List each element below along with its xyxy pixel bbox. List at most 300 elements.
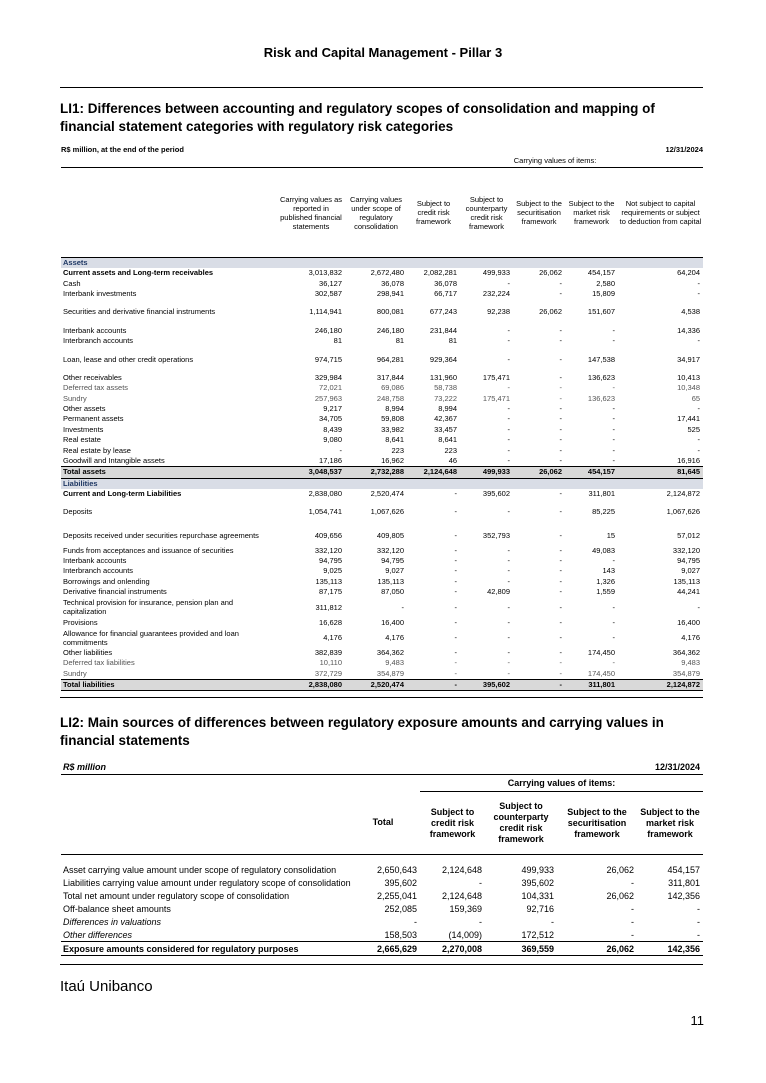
li1-column-header-row [61,168,703,258]
li1-cell: 69,086 [381,383,405,393]
li2-cell: 395,602 [384,877,417,888]
li1-table-row [61,354,703,364]
li1-cell: 85,225 [592,507,616,517]
li1-cell: 81 [448,336,458,346]
li1-table-row [61,404,703,414]
li1-cell: 2,082,281 [423,268,458,278]
li1-cell: - [454,617,458,627]
li1-cell: - [507,404,511,414]
li1-cell: - [559,372,563,382]
li2-cell: 252,085 [384,903,417,914]
li2-cell: 104,331 [521,890,555,901]
li2-unit-label: R$ million [61,760,557,775]
li1-cell: 1,067,626 [370,507,405,517]
li1-cell: - [559,602,563,612]
li2-group-header: Carrying values of items: [420,775,703,792]
footer-brand: Itaú Unibanco [60,978,153,995]
li1-cell: 964,281 [376,354,405,364]
li1-cell: - [507,414,511,424]
li1-cell: 302,587 [314,288,342,298]
li1-row-label: Other assets [63,404,106,414]
li2-date-label: 12/31/2024 [557,760,703,775]
li1-cell: 974,715 [314,354,342,364]
li1-cell: 136,623 [587,393,616,403]
li1-table-row [61,669,703,680]
li1-cell: 8,994 [438,404,458,414]
li2-cell: 92,716 [526,903,555,914]
li1-row-label: Deferred tax assets [63,383,129,393]
li1-unit-label: R$ million, at the end of the period [61,145,184,154]
li1-cell: - [612,658,616,668]
footer-rule [60,964,703,965]
li1-section-label: Assets [61,258,703,269]
li2-table-row [61,928,703,942]
li2-total-cell: 2,665,629 [346,942,420,956]
li1-cell: 677,243 [429,307,458,317]
li1-row-label: Real estate [63,435,101,445]
li2-title: LI2: Main sources of differences between regulatory exposure amounts and carrying values in financial statements [60,715,664,748]
li1-total-cell: 2,838,080 [277,679,345,690]
li1-cell: 2,124,872 [666,488,701,498]
li1-row-label: Sundry [63,668,87,678]
li1-spacer-row [61,499,703,507]
li1-cell: - [454,507,458,517]
li2-total-label: Exposure amounts considered for regulatory purposes [61,942,346,956]
li1-column-header: Subject to counterparty credit risk framework [465,194,508,231]
li2-column-header: Subject to the securitisation framework [557,792,637,855]
li1-cell: 135,113 [377,576,405,586]
li1-cell: - [559,668,563,678]
li2-table-row [61,863,703,876]
li1-total-cell: 3,048,537 [277,467,345,478]
li1-row-label: Investments [63,424,104,434]
li1-cell: 81 [333,336,342,346]
li1-cell: 34,917 [677,354,701,364]
li1-row-label: Other liabilities [63,647,113,657]
li1-cell: - [507,336,511,346]
li1-cell: - [507,668,511,678]
li1-cell: 1,054,741 [308,507,342,517]
li1-cell: 94,795 [677,556,701,565]
li2-cell: 26,062 [606,890,635,901]
li1-row-label: Goodwill and Intangible assets [63,456,165,466]
li1-spacer-row [61,299,703,307]
li1-cell: - [507,633,511,643]
li2-cell: 2,650,643 [376,864,417,875]
li1-cell: - [454,566,458,576]
li1-spacer-row [61,346,703,354]
li1-cell: 15 [606,530,616,540]
li1-total-cell: - [407,679,460,690]
li1-cell: 246,180 [376,325,405,335]
li1-cell: - [454,633,458,643]
li1-cell: 147,538 [587,354,616,364]
li1-cell: 36,078 [434,278,458,288]
li1-title: LI1: Differences between accounting and regulatory scopes of consolidation and mapping of financial statement categories with regulatory risk categories [60,101,655,134]
li1-cell: - [507,278,511,288]
li2-cell: 172,512 [521,929,555,940]
li1-cell: 395,602 [482,488,511,498]
li1-cell: 16,962 [381,456,405,466]
li1-table-row [61,525,703,545]
li1-cell: 65 [691,393,701,403]
li2-cell: 2,124,648 [441,890,482,901]
li1-table [61,155,703,691]
li1-row-label: Interbranch accounts [63,336,134,346]
li1-cell: - [507,507,511,517]
li2-total-cell: 142,356 [637,942,703,956]
li1-cell: 81 [395,336,405,346]
li1-cell: - [697,404,701,414]
li1-cell: 92,238 [487,307,511,317]
li1-cell: 409,656 [314,530,342,540]
li1-cell: 57,012 [677,530,701,540]
li2-cell: 395,602 [521,877,555,888]
li1-cell: 15,809 [592,288,616,298]
li1-cell: - [507,435,511,445]
li1-cell: 231,844 [429,325,458,335]
li1-cell: 33,982 [381,424,405,434]
li1-cell: 364,362 [672,647,701,657]
li1-cell: 17,441 [677,414,701,424]
li1-cell: - [559,647,563,657]
li1-cell: - [612,424,616,434]
li2-group-header-row [61,775,703,792]
li1-cell: 151,607 [587,307,616,317]
li1-table-row [61,435,703,445]
li1-table-row [61,556,703,566]
li1-total-cell: 26,062 [513,467,565,478]
li1-cell: - [559,658,563,668]
li1-table-row [61,268,703,278]
li2-table [61,760,703,956]
li1-row-label: Derivative financial instruments [63,587,167,597]
li1-cell: 46 [448,456,458,466]
li1-row-label: Deposits [63,507,93,517]
li1-total-row [61,467,703,478]
li1-cell: 135,113 [673,576,701,586]
li1-cell: - [507,354,511,364]
li1-total-cell: 2,124,648 [407,467,460,478]
li1-table-row [61,566,703,576]
li1-table-row [61,617,703,627]
li1-cell: - [697,288,701,298]
li1-spacer-row [61,318,703,326]
page-number: 11 [690,1013,704,1028]
li2-row-label: Liabilities carrying value amount under regulatory scope of consolidation [63,877,351,888]
li1-cell: 2,672,480 [370,268,405,278]
li1-cell: 3,013,832 [308,268,342,278]
li1-cell: 34,705 [319,414,342,424]
li1-total-cell: 2,732,288 [345,467,407,478]
li1-cell: 223 [444,445,458,455]
li1-row-label: Deposits received under securities repurchase agreements [63,530,259,540]
li1-total-cell: - [513,679,565,690]
li1-column-header: Subject to the market risk framework [568,199,615,226]
li1-cell: 1,067,626 [666,507,701,517]
li1-cell: 10,348 [677,383,701,393]
li2-cell: - [631,903,635,914]
li1-table-row [61,507,703,517]
li1-row-label: Interbank accounts [63,325,127,335]
li2-cell: 2,124,648 [441,864,482,875]
li2-table-row [61,876,703,889]
li1-row-label: Allowance for financial guarantees provided and loan commitments [63,628,239,647]
li1-row-label: Borrowings and onlending [63,576,150,586]
li1-table-row [61,658,703,668]
li1-cell: 33,457 [434,424,458,434]
li1-cell: 332,120 [376,545,405,555]
li1-cell: 36,127 [319,278,342,288]
li1-cell: - [612,633,616,643]
li1-row-label: Funds from acceptances and issuance of securities [63,545,234,555]
li1-cell: - [559,354,563,364]
li1-cell: - [454,556,458,565]
li1-cell: 174,450 [587,668,616,678]
li2-column-header: Subject to the market risk framework [637,792,703,855]
li2-total-row [61,942,703,956]
li1-row-label: Technical provision for insurance, pension plan and capitalization [63,598,234,617]
li1-cell: - [559,530,563,540]
li1-cell: - [454,488,458,498]
li2-cell: - [697,903,701,914]
li1-cell: 9,483 [681,658,701,668]
li1-cell: 44,241 [677,587,701,597]
li1-row-label: Current and Long-term Liabilities [63,488,182,498]
li1-table-row [61,394,703,404]
li1-cell: 4,538 [681,307,701,317]
li1-group-header: Carrying values of items: [407,155,703,168]
li1-cell: 26,062 [539,268,563,278]
li1-cell: - [559,445,563,455]
li2-cell: 26,062 [606,864,635,875]
li1-cell: - [454,545,458,555]
li1-column-header: Carrying values as reported in published financial statements [279,194,343,231]
li1-spacer-row [61,365,703,373]
li1-cell: 929,364 [429,354,458,364]
li1-cell: 4,176 [385,633,405,643]
li1-cell: 525 [687,424,701,434]
li2-table-row [61,902,703,915]
li1-row-label: Interbank investments [63,288,137,298]
li1-total-cell: 311,801 [565,679,618,690]
li1-cell: 14,336 [677,325,701,335]
li1-cell: 409,805 [376,530,405,540]
li1-cell: - [612,383,616,393]
li1-cell: 317,844 [376,372,405,382]
li1-cell: - [612,404,616,414]
li1-cell: 9,080 [323,435,342,445]
li1-table-row [61,445,703,455]
li2-cell: - [631,929,635,940]
li1-cell: 135,113 [315,576,342,586]
li1-spacer-row [61,517,703,525]
li1-total-cell: 499,933 [460,467,513,478]
li1-group-header-row [61,155,703,168]
li1-cell: - [559,507,563,517]
li2-row-label: Other differences [63,929,133,940]
li1-date-label: 12/31/2024 [665,145,703,154]
li2-total-cell: 369,559 [485,942,557,956]
li1-cell: - [559,576,563,586]
li1-table-row [61,587,703,597]
page-header-title: Risk and Capital Management - Pillar 3 [263,45,503,60]
li1-cell: 10,413 [677,372,701,382]
li1-cell: - [559,393,563,403]
li1-cell: 354,879 [376,668,405,678]
li1-cell: - [559,404,563,414]
li1-cell: - [559,325,563,335]
li1-cell: - [454,530,458,540]
li1-cell: 16,628 [319,617,342,627]
li1-cell: - [559,456,563,466]
li1-column-header: Not subject to capital requirements or subject to deduction from capital [619,199,702,226]
li1-cell: 58,738 [434,383,458,393]
li1-table-row [61,628,703,648]
li1-cell: 354,879 [672,668,701,678]
li1-total-cell: 2,520,474 [345,679,407,690]
li1-cell: 143 [602,566,616,576]
li2-cell: - [697,929,701,940]
li2-cell: 454,157 [667,864,701,875]
li1-cell: 311,801 [588,488,616,498]
li1-cell: - [559,383,563,393]
li1-cell: - [612,325,616,335]
li1-cell: - [339,445,342,455]
li1-cell: 311,812 [315,602,342,612]
li1-cell: 16,400 [381,617,405,627]
li1-cell: 9,025 [323,566,342,576]
li1-cell: - [507,383,511,393]
li1-row-label: Deferred tax liabilities [63,658,135,668]
li1-cell: 332,120 [672,545,701,555]
li1-total-label: Total assets [61,467,277,478]
li2-table-row [61,889,703,902]
li1-cell: 9,027 [385,566,405,576]
li1-cell: - [507,658,511,668]
li1-row-label: Interbank accounts [63,556,127,565]
li1-column-header: Subject to the securitisation framework [516,199,562,226]
li1-cell: 131,960 [429,372,458,382]
section-rule [60,697,703,698]
li1-cell: - [559,424,563,434]
li1-table-row [61,489,703,499]
li1-cell: 800,081 [376,307,405,317]
li2-total-cell: 2,270,008 [420,942,485,956]
li1-cell: 49,083 [592,545,616,555]
li1-cell: 372,729 [314,668,342,678]
li1-row-label: Securities and derivative financial instruments [63,307,216,317]
li1-cell: - [507,556,511,565]
li1-cell: 10,110 [319,658,342,668]
li1-cell: 257,963 [314,393,342,403]
li1-row-label: Permanent assets [63,414,124,424]
li1-cell: - [697,445,701,455]
li1-row-label: Provisions [63,617,98,627]
header-rule [60,87,703,88]
li1-cell: 8,439 [323,424,342,434]
li1-table-row [61,336,703,346]
li1-table-row [61,383,703,393]
li1-cell: - [559,633,563,643]
li1-cell: - [612,445,616,455]
li1-row-label: Sundry [63,393,87,403]
li1-row-label: Real estate by lease [63,445,131,455]
li1-cell: 36,078 [381,278,405,288]
li1-table-row [61,289,703,299]
li1-cell: - [507,325,511,335]
li2-column-header: Subject to counterparty credit risk framework [485,792,557,855]
li1-cell: 382,839 [314,647,342,657]
li1-cell: - [507,602,511,612]
li1-cell: - [559,288,563,298]
li1-table-row [61,597,703,617]
li1-cell: - [559,278,563,288]
li1-cell: 364,362 [376,647,405,657]
li1-cell: - [454,647,458,657]
li1-row-label: Cash [63,278,81,288]
li1-table-row [61,425,703,435]
li2-cell: - [697,916,701,927]
li1-cell: 232,224 [482,288,511,298]
li1-cell: - [559,617,563,627]
li1-cell: 329,984 [314,372,342,382]
li2-cell: 2,255,041 [376,890,417,901]
li1-cell: - [559,587,563,597]
li1-cell: 4,176 [681,633,701,643]
li1-cell: 248,758 [376,393,405,403]
li1-cell: 16,916 [677,456,701,466]
li1-cell: - [559,566,563,576]
li1-table-row [61,373,703,383]
li1-cell: - [612,456,616,466]
li1-total-cell: 2,124,872 [618,679,703,690]
li1-cell: - [612,414,616,424]
li1-cell: 16,400 [677,617,701,627]
li2-total-cell: 26,062 [557,942,637,956]
li1-cell: 499,933 [482,268,511,278]
li2-row-label: Differences in valuations [63,916,162,927]
li1-table-row [61,545,703,555]
li1-cell: - [454,587,458,597]
li1-cell: - [612,336,616,346]
li1-cell: 332,120 [314,545,342,555]
li1-cell: - [401,602,405,612]
li1-column-header: Carrying values under scope of regulatory consolidation [349,194,403,231]
li1-cell: 2,520,474 [370,488,405,498]
li1-cell: 298,941 [376,288,405,298]
li2-cell: - [414,916,417,927]
li1-cell: - [507,456,511,466]
li2-cell: (14,009) [448,929,482,940]
li2-cell: - [479,916,482,927]
li1-cell: 42,809 [487,587,511,597]
li2-cell: 159,369 [449,903,482,914]
li1-cell: 9,027 [681,566,701,576]
li1-cell: - [454,576,458,586]
li1-cell: 64,204 [677,268,701,278]
li1-cell: - [507,424,511,434]
li2-cell: 311,801 [668,877,701,888]
li1-cell: - [559,488,563,498]
li1-total-row [61,679,703,690]
li1-cell: 175,471 [482,393,511,403]
li1-cell: - [559,336,563,346]
li1-cell: 454,157 [587,268,616,278]
li1-cell: - [559,556,563,565]
li1-cell: - [507,566,511,576]
li1-total-cell: 454,157 [565,467,618,478]
